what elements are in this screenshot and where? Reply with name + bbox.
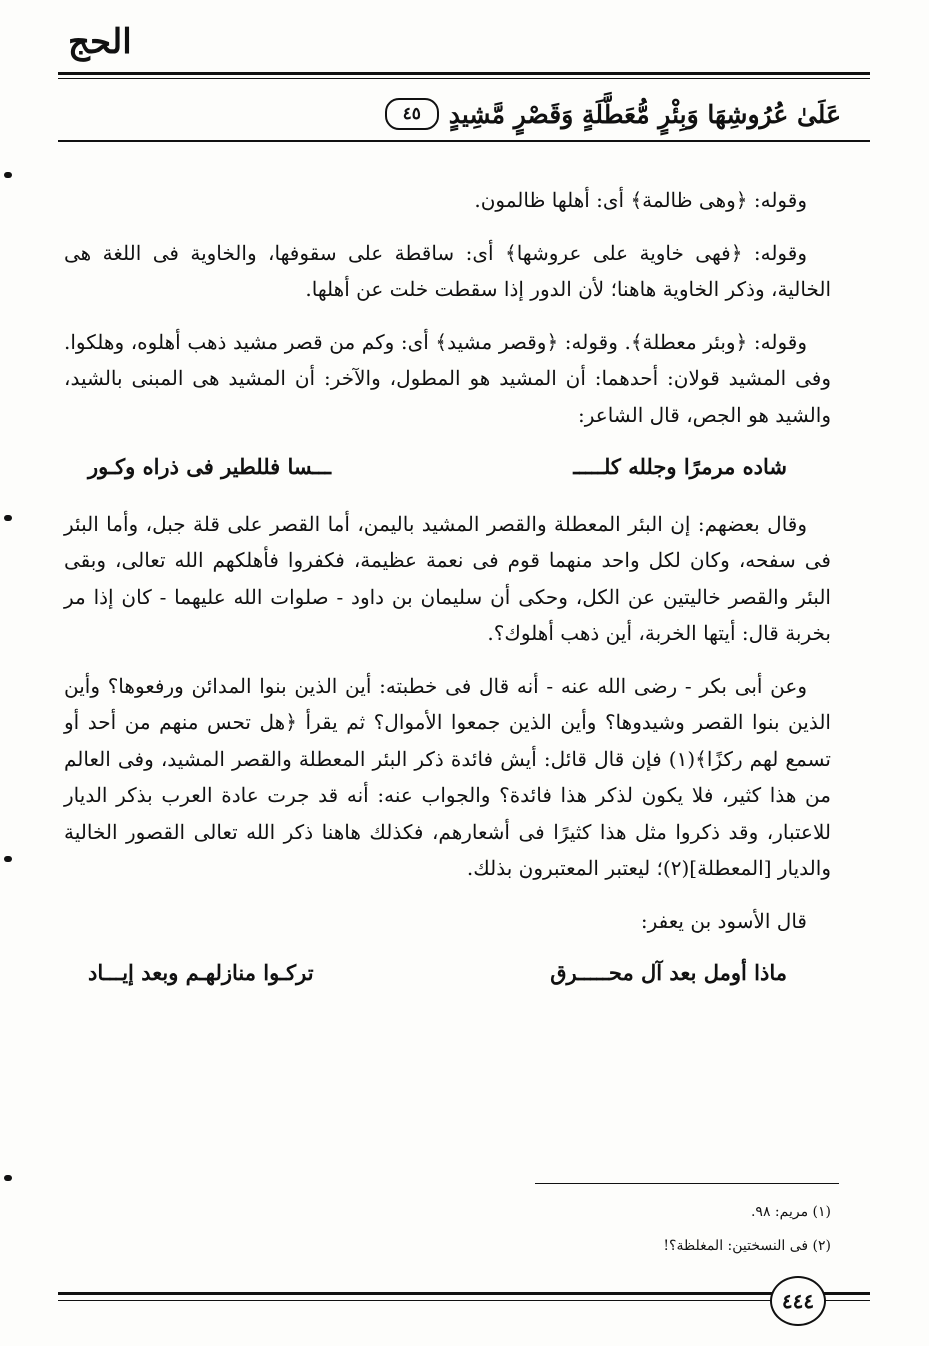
scan-mark [4,856,12,862]
poem-hemistich-first: ماذا أومل بعد آل محـــــرق [550,960,787,985]
poem-hemistich-first: شاده مرمرًا وجلله كلـــــ [573,454,787,479]
verse-text: عَلَىٰ عُرُوشِهَا وَبِئْرٍ مُّعَطَّلَةٍ وَقَصْرٍ مَّشِيدٍ [448,99,841,129]
paragraph: وعن أبى بكر - رضى الله عنه - أنه قال فى خطبته: أين الذين بنوا المدائن ورفعوها؟ وأين الذين بنوا القصر وشيدوها؟ وأين الذين جمعوا الأموال؟ ثم يقرأ ﴿هل تحس منهم من أحد أو تسمع لهم ركزًا﴾(١) فإن قال قائل: أيش فائدة ذكر البئر المعطلة والقصر المشيد، وفى العالم من هذا كثير، فلا يكون لذكر هذا فائدة؟ والجواب عنه: أنه قد جرت عادة العرب بذكر الديار للاعتبار، وقد ذكروا مثل هذا كثيرًا فى أشعارهم، فكذلك هاهنا ذكر الله تعالى القصور الخالية والديار [المعطلة](٢)؛ ليعتبر المعتبرون بذلك. [64,673,832,880]
top-rule-thin [58,78,870,79]
poem-hemistich-second: تركـوا منازلهـم وبعد إيـــاد [88,960,314,985]
header-rule [58,140,870,142]
paragraph: وقوله: ﴿وهى ظالمة﴾ أى: أهلها ظالمون. [474,188,807,212]
paragraph: قال الأسود بن يعفر: [640,908,807,933]
footnotes [471,1195,831,1263]
paragraph: وقال بعضهم: إن البئر المعطلة والقصر المشيد باليمن، أما القصر على قلة جبل، وأما البئر فى سفحه، وكان لكل واحد منهما قوم فى نعمة عظيمة، فكفروا فأهلكهم الله تعالى، وبقى البئر والقصر خاليتين عن الكل، وحكى أن سليمان بن داود - صلوات الله عليهما - كان إذا مر بخربة قال: أيتها الخربة، أين ذهب أهلوك؟. [64,511,831,645]
poem-verse [64,449,831,486]
scan-mark [4,515,12,521]
verse-header [101,92,841,136]
bottom-rule [58,1292,870,1295]
footnote-rule [535,1183,839,1184]
scan-mark [4,172,12,178]
paragraph: وقوله: ﴿وبئر معطلة﴾. وقوله: ﴿وقصر مشيد﴾ أى: وكم من قصر مشيد ذهب أهلوه، وهلكوا. وفى المشيد قولان: أحدهما: أن المشيد هو المطول، والآخر: أن المشيد هى المبنى بالشيد، والشيد هو الجص، قال الشاعر: [64,329,831,427]
paragraph: وقوله: ﴿فهى خاوية على عروشها﴾ أى: ساقطة على سقوفها، والخاوية فى اللغة هى الخالية، وذكر الخاوية هاهنا؛ لأن الدور إذا سقطت خلت عن أهلها. [64,240,831,301]
poem-hemistich-second: ـــسا فللطير فى ذراه وكـور [88,454,332,479]
commentary-body [64,182,831,1012]
bottom-rule-thin [58,1300,870,1301]
scan-mark [4,1175,12,1181]
footnote: (١) مريم: ٩٨. [750,1204,831,1220]
footnote: (٢) فى النسختين: المغلظة؟! [663,1238,831,1254]
poem-verse [64,955,831,992]
surah-title: الحج [68,22,132,62]
page-number: ٤٤٤ [770,1276,826,1326]
ayah-number-badge: ٤٥ [385,98,439,130]
top-rule [58,72,870,75]
